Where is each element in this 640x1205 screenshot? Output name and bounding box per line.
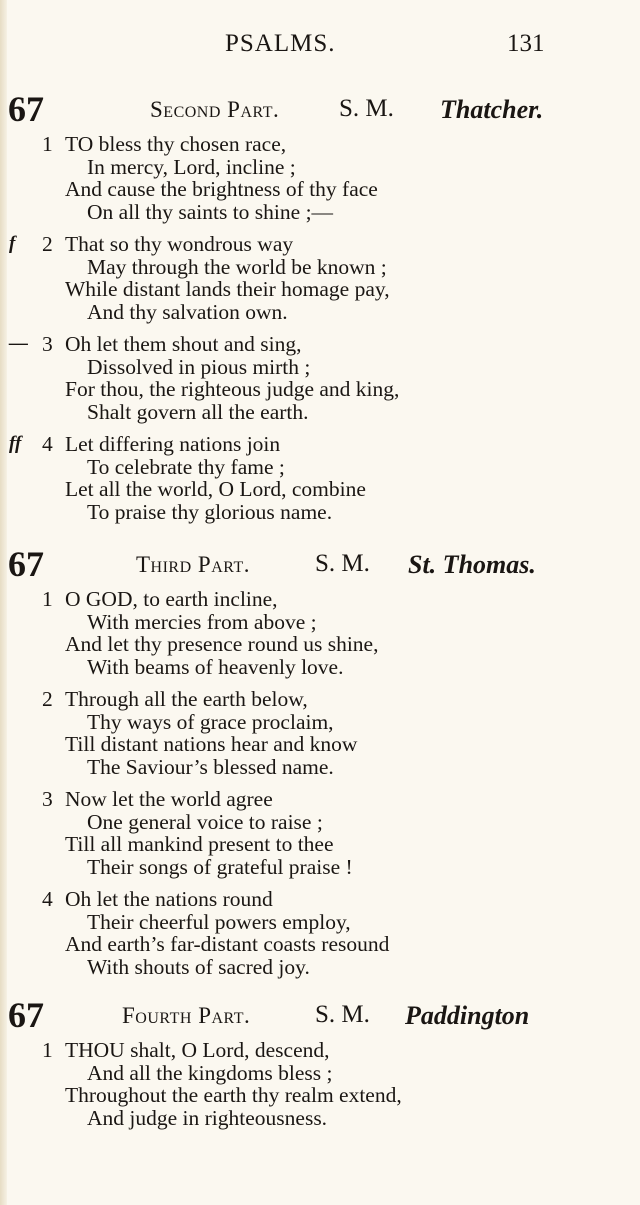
stanza-number: 1: [42, 132, 53, 156]
dynamic-mark: —: [9, 333, 28, 354]
verse-line: Now let the world agree: [65, 787, 273, 811]
tune-name: Paddington: [405, 1001, 530, 1030]
stanza-number: 2: [42, 687, 53, 711]
dynamic-mark: f: [9, 233, 16, 254]
verse-line: THOU shalt, O Lord, descend,: [65, 1038, 330, 1062]
hymn-third-part: [0, 544, 640, 988]
verse-line: Oh let the nations round: [65, 887, 273, 911]
verse-line: In mercy, Lord, incline ;: [87, 154, 296, 179]
verse-line: Let all the world, O Lord, combine: [65, 477, 366, 501]
stanza: [0, 1039, 640, 1129]
stanza: [0, 333, 640, 423]
verse-line: The Saviour’s blessed name.: [87, 754, 334, 779]
verse-line: That so thy wondrous way: [65, 232, 294, 256]
tune-name: Thatcher.: [440, 95, 544, 124]
stanza-number: 2: [42, 232, 53, 256]
dynamic-mark: ff: [9, 433, 22, 454]
verse-line: With beams of heavenly love.: [87, 654, 344, 679]
stanza: [0, 588, 640, 678]
stanza-number: 3: [42, 787, 53, 811]
hymn-fourth-part: [0, 995, 640, 1139]
verse-line: Till all mankind present to thee: [65, 832, 334, 856]
verse-line: And earth’s far-distant coasts resound: [65, 932, 390, 956]
hymn-heading: [0, 544, 640, 588]
verse-line: Till distant nations hear and know: [65, 732, 358, 756]
page-header: [0, 30, 640, 66]
tune-name: St. Thomas.: [408, 550, 536, 579]
verse-line: Thy ways of grace proclaim,: [87, 709, 334, 734]
verse-line: One general voice to raise ;: [87, 809, 323, 834]
part-title: Fourth Part.: [122, 1003, 251, 1028]
verse-line: And let thy presence round us shine,: [65, 632, 379, 656]
hymn-second-part: [0, 89, 640, 533]
hymn-number: 67: [8, 89, 44, 129]
hymn-number: 67: [8, 995, 44, 1035]
page-number: 131: [507, 30, 545, 57]
verse-line: For thou, the righteous judge and king,: [65, 377, 400, 401]
verse-line: Dissolved in pious mirth ;: [87, 354, 311, 379]
meter: S. M.: [315, 1001, 370, 1028]
running-title: PSALMS.: [225, 30, 336, 57]
stanza: [0, 888, 640, 978]
verse-line: To celebrate thy fame ;: [87, 454, 285, 479]
verse-line: To praise thy glorious name.: [87, 499, 333, 524]
verse-line: Shalt govern all the earth.: [87, 399, 309, 424]
meter: S. M.: [315, 550, 370, 577]
verse-line: On all thy saints to shine ;—: [87, 199, 334, 224]
stanza: [0, 433, 640, 523]
verse-line: Through all the earth below,: [65, 687, 308, 711]
stanza-number: 4: [42, 887, 53, 911]
verse-line: Their songs of grateful praise !: [87, 854, 353, 879]
verse-line: O GOD, to earth incline,: [65, 587, 278, 611]
hymn-heading: [0, 89, 640, 133]
verse-line: With shouts of sacred joy.: [87, 954, 310, 979]
verse-line: Let differing nations join: [65, 432, 281, 456]
stanza: [0, 233, 640, 323]
stanza-number: 1: [42, 587, 53, 611]
part-title: Third Part.: [136, 552, 250, 577]
verse-line: And all the kingdoms bless ;: [87, 1060, 333, 1085]
stanza: [0, 133, 640, 223]
hymn-number: 67: [8, 544, 44, 584]
stanza-number: 4: [42, 432, 53, 456]
verse-line: May through the world be known ;: [87, 254, 387, 279]
verse-line: Their cheerful powers employ,: [87, 909, 351, 934]
verse-line: With mercies from above ;: [87, 609, 317, 634]
stanza-number: 1: [42, 1038, 53, 1062]
part-title: Second Part.: [150, 97, 280, 122]
verse-line: TO bless thy chosen race,: [65, 132, 287, 156]
verse-line: And judge in righteousness.: [87, 1105, 328, 1130]
stanza-number: 3: [42, 332, 53, 356]
verse-line: Throughout the earth thy realm extend,: [65, 1083, 402, 1107]
stanza: [0, 788, 640, 878]
stanza: [0, 688, 640, 778]
verse-line: While distant lands their homage pay,: [65, 277, 390, 301]
verse-line: Oh let them shout and sing,: [65, 332, 302, 356]
hymn-heading: [0, 995, 640, 1039]
verse-line: And cause the brightness of thy face: [65, 177, 378, 201]
meter: S. M.: [339, 95, 394, 122]
verse-line: And thy salvation own.: [87, 299, 288, 324]
